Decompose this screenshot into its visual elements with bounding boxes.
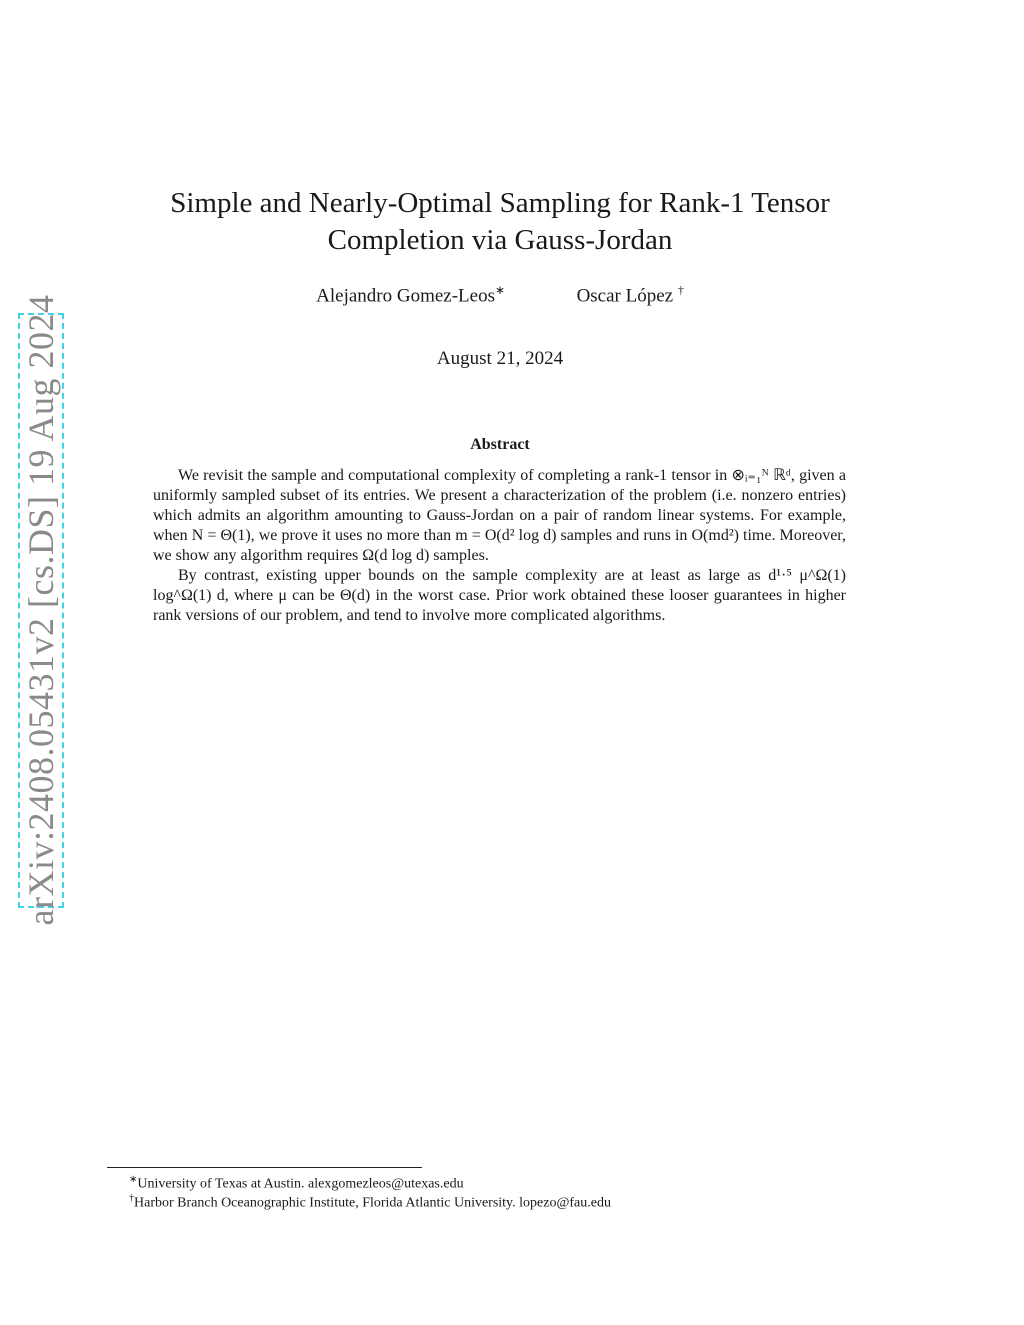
abstract-paragraph: We revisit the sample and computational complexity of completing a rank-1 tensor in ⊗ᵢ₌₁ᴺ ℝᵈ, given a uniformly sampled subset of its entries. We present a characterization of the problem (i.e. nonzero entries) which admits an algorithm amounting to Gauss-Jordan on a pair of random linear systems. For example, when N = Θ(1), we prove it uses no more than m = O(d² log d) samples and runs in O(md²) time. Moreover, we show any algorithm requires Ω(d log d) samples. <box>153 467 846 564</box>
footnote <box>129 1193 611 1212</box>
footnote-rule <box>107 1167 422 1168</box>
author-name: Oscar López <box>576 285 674 307</box>
paper-date: August 21, 2024 <box>436 348 564 369</box>
footnote-mark: † <box>129 1193 134 1204</box>
author-list <box>150 283 850 307</box>
author-mark: ∗ <box>495 283 506 297</box>
footnote-mark: ∗ <box>129 1174 138 1185</box>
abstract-heading: Abstract <box>470 436 530 453</box>
footnote-text: University of Texas at Austin. alexgomezleos@utexas.edu <box>137 1176 464 1192</box>
abstract-paragraph: By contrast, existing upper bounds on the sample complexity are at least as large as d¹·⁵ μ^Ω(1) log^Ω(1) d, where μ can be Θ(d) in the worst case. Prior work obtained these looser guarantees in higher rank versions of our problem, and tend to involve more complicated algorithms. <box>153 567 846 624</box>
author-mark: † <box>677 283 684 297</box>
author-name: Alejandro Gomez-Leos <box>316 285 495 307</box>
footnote <box>129 1174 464 1193</box>
abstract-body <box>153 466 846 626</box>
arxiv-stamp: arXiv:2408.05431v2 [cs.DS] 19 Aug 2024 <box>21 294 61 926</box>
paper-title: Simple and Nearly-Optimal Sampling for Rank-1 Tensor Completion via Gauss-Jordan <box>170 187 830 256</box>
footnote-text: Harbor Branch Oceanographic Institute, Florida Atlantic University. lopezo@fau.edu <box>134 1195 611 1211</box>
